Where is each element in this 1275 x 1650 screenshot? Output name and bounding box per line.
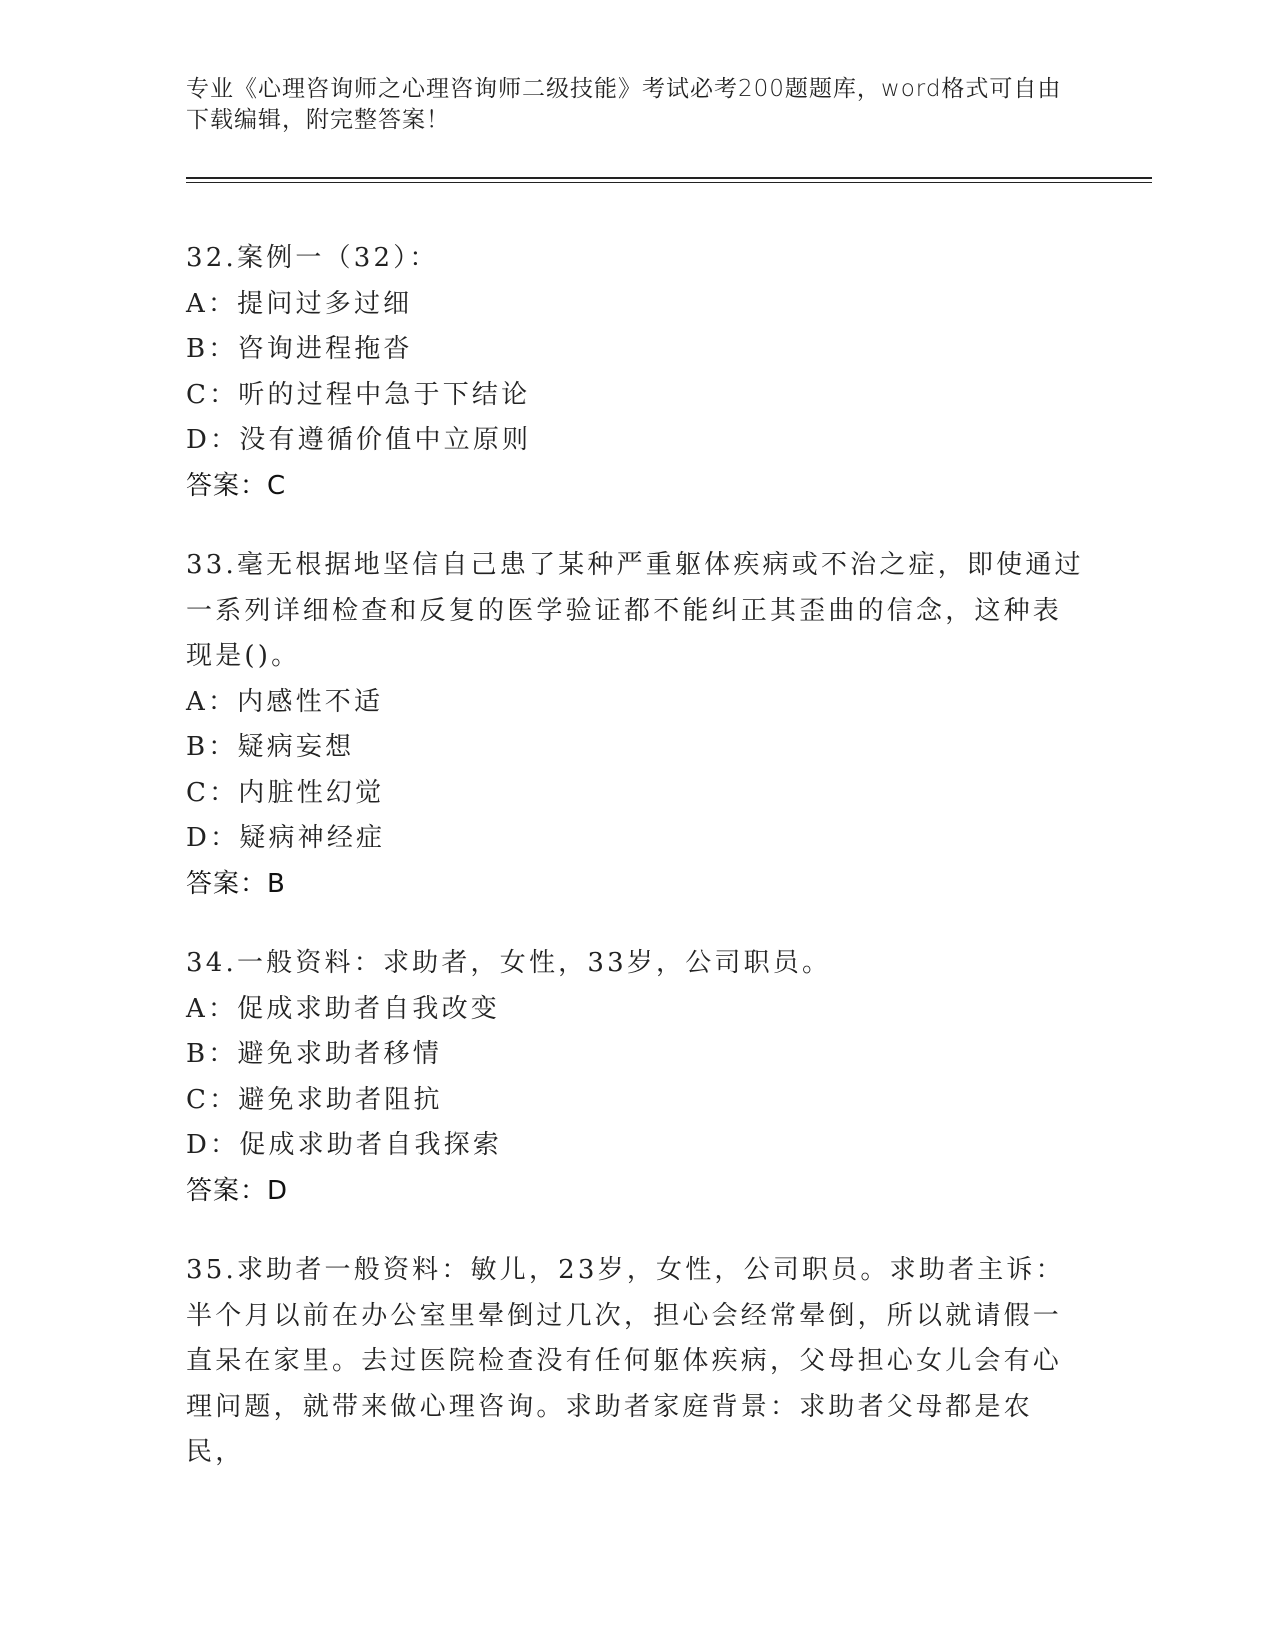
question-33 [186,543,1086,907]
option-a: A：促成求助者自我改变 [186,993,500,1024]
answer: 答案：D [186,1175,289,1206]
answer: 答案：B [186,868,286,899]
option-d: D：促成求助者自我探索 [186,1130,503,1160]
option-d: D：没有遵循价值中立原则 [186,425,532,455]
question-text: 32.案例一（32）： [186,243,439,273]
header-divider-thin [186,182,1152,183]
question-text: 35.求助者一般资料：敏儿，23岁，女性，公司职员。求助者主诉：半个月以前在办公室里晕倒过几次，担心会经常晕倒，所以就请假一直呆在家里。去过医院检查没有任何躯体疾病，父母担心女儿会有心理问题，就带来做心理咨询。求助者家庭背景：求助者父母都是农民， [186,1255,1065,1467]
question-32 [186,236,1086,509]
question-35 [186,1248,1086,1476]
option-c: C：避免求助者阻抗 [186,1084,443,1115]
option-b: B：疑病妄想 [186,732,355,762]
option-b: B：避免求助者移情 [186,1039,442,1069]
document-header: 专业《心理咨询师之心理咨询师二级技能》考试必考200题题库，word格式可自由下载编辑，附完整答案！ [186,76,1062,133]
option-d: D：疑病神经症 [186,823,386,853]
question-list [186,236,1086,1510]
answer: 答案：C [186,470,287,501]
option-a: A：提问过多过细 [186,288,413,319]
header-divider [186,177,1152,179]
question-text: 33.毫无根据地坚信自己患了某种严重躯体疾病或不治之症，即使通过一系列详细检查和反复的医学验证都不能纠正其歪曲的信念，这种表现是()。 [186,550,1084,671]
option-c: C：内脏性幻觉 [186,777,385,808]
option-c: C：听的过程中急于下结论 [186,379,531,410]
question-text: 34.一般资料：求助者，女性，33岁，公司职员。 [186,948,832,978]
option-a: A：内感性不适 [186,686,384,717]
option-b: B：咨询进程拖沓 [186,334,413,364]
question-34 [186,941,1086,1214]
